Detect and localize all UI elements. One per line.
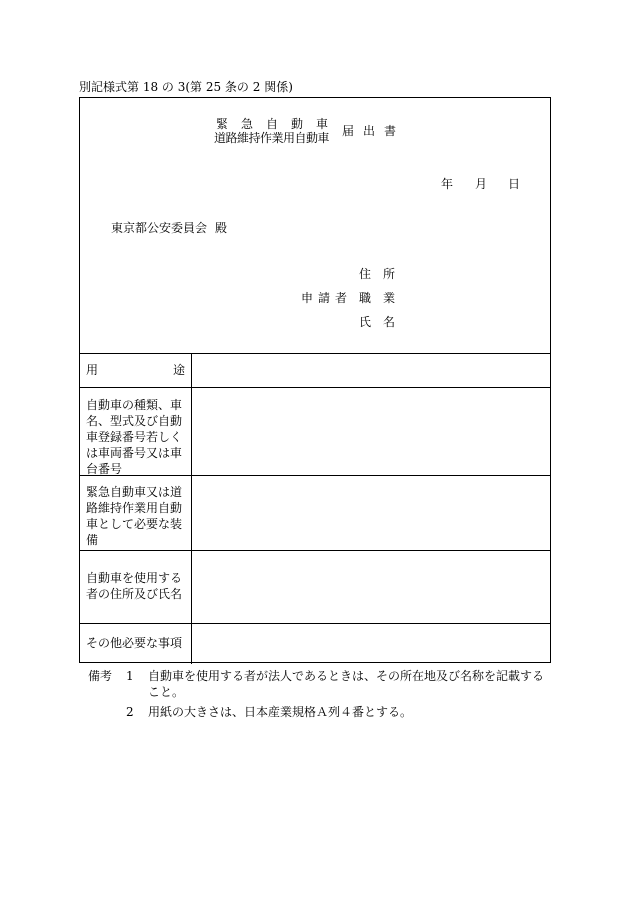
row-label: 自動車の種類、車名、型式及び自動車登録番号若しくは車両番号又は車台番号 bbox=[80, 388, 192, 475]
row-label bbox=[80, 354, 192, 387]
addressee-name: 東京都公安委員会 bbox=[111, 221, 208, 235]
purpose-label-right: 途 bbox=[172, 363, 185, 377]
vehicle-info-field[interactable] bbox=[192, 388, 550, 475]
title-notification: 届出書 bbox=[342, 124, 406, 138]
row-label: その他必要な事項 bbox=[80, 624, 192, 664]
table-row-equipment bbox=[80, 476, 550, 551]
addressee-honorific: 殿 bbox=[215, 221, 228, 235]
table-row-vehicle-info bbox=[80, 388, 550, 476]
title-road-maintenance-vehicle: 道路維持作業用自動車 bbox=[214, 131, 330, 145]
note-text: 自動車を使用する者が法人であるときは、その所在地及び名称を記載すること。 bbox=[148, 669, 545, 699]
table-row-purpose bbox=[80, 354, 550, 388]
row-label: 自動車を使用する者の住所及び氏名 bbox=[80, 551, 192, 623]
notes-title: 備考 bbox=[88, 669, 113, 683]
purpose-field[interactable] bbox=[192, 354, 550, 387]
title-emergency-vehicle: 緊急自動車 bbox=[216, 117, 342, 131]
user-field[interactable] bbox=[192, 551, 550, 623]
date-year: 年 bbox=[441, 177, 454, 191]
date-day: 日 bbox=[508, 177, 521, 191]
addressee bbox=[111, 219, 227, 236]
other-field[interactable] bbox=[192, 624, 550, 664]
equipment-field[interactable] bbox=[192, 476, 550, 550]
date-month: 月 bbox=[475, 177, 488, 191]
date-line bbox=[441, 175, 520, 192]
applicant-address-label: 住所 bbox=[359, 267, 408, 281]
applicant-label: 申請者 bbox=[301, 291, 353, 305]
applicant-name-label: 氏名 bbox=[359, 315, 408, 329]
note-number: 1 bbox=[126, 669, 134, 683]
notification-form bbox=[79, 97, 551, 663]
form-reference: 別記様式第 18 の 3(第 25 条の 2 関係) bbox=[79, 80, 293, 94]
form-header bbox=[80, 98, 550, 354]
purpose-label-left: 用 bbox=[86, 363, 99, 377]
table-row-other bbox=[80, 624, 550, 664]
note-text: 用紙の大きさは、日本産業規格Ａ列４番とする。 bbox=[148, 705, 413, 719]
table-row-user bbox=[80, 551, 550, 624]
row-label: 緊急自動車又は道路維持作業用自動車として必要な装備 bbox=[80, 476, 192, 550]
note-number: 2 bbox=[126, 705, 134, 719]
applicant-occupation-label: 職業 bbox=[359, 291, 408, 305]
